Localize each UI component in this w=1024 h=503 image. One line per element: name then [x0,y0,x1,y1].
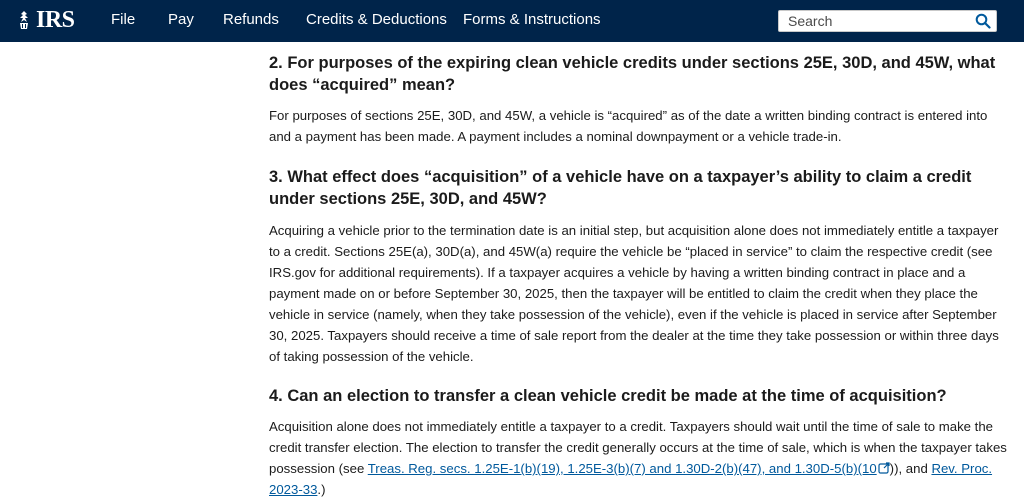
search-box [778,10,997,32]
search-icon[interactable] [975,13,991,29]
nav-credits-deductions[interactable]: Credits & Deductions [306,11,447,28]
nav-forms-instructions[interactable]: Forms & Instructions [463,11,601,28]
faq-question-2: 2. For purposes of the expiring clean vehicle credits under sections 25E, 30D, and 45W, what does “acquired” mean? [269,54,996,94]
external-link-icon [878,462,890,474]
nav-pay[interactable]: Pay [168,11,194,28]
header-bar [0,0,1024,42]
faq-answer-4 [269,416,1011,500]
faq-answer-4-text-mid: )), and [889,461,932,476]
search-input[interactable] [779,11,959,31]
rev-proc-link[interactable]: Rev. Proc. 2023-33 [269,461,993,497]
eagle-logo-icon [14,9,34,31]
treas-reg-link-text: Treas. Reg. secs. 1.25E-1(b)(19), 1.25E-3(b)(7) and 1.30D-2(b)(47), and 1.30D-5(b)(10 [367,461,877,476]
faq-answer-4-text-end: .) [317,482,326,497]
faq-answer-3: Acquiring a vehicle prior to the termination date is an initial step, but acquisition alone does not immediately entitle a taxpayer to a credit. Sections 25E(a), 30D(a), and 45W(a) require the vehicle be “placed in service” to claim the respective credit (see IRS.gov for additional requirements). If a taxpayer acquires a vehicle by having a written binding contract in place and a payment made on or before September 30, 2025, then the taxpayer will be entitled to claim the credit when they place the vehicle in service (namely, when they take possession of the vehicle), even if the vehicle is placed in service after September 30, 2025. Taxpayers should receive a time of sale report from the dealer at the time they take possession or within three days of taking possession of the vehicle. [269,223,999,364]
faq-question-3: 3. What effect does “acquisition” of a vehicle have on a taxpayer’s ability to claim a credit under sections 25E, 30D, and 45W? [269,168,972,208]
logo-text: IRS [36,7,75,33]
nav-refunds[interactable]: Refunds [223,11,279,28]
irs-logo[interactable] [14,7,75,33]
faq-question-4: 4. Can an election to transfer a clean vehicle credit be made at the time of acquisition? [269,387,947,405]
faq-answer-2: For purposes of sections 25E, 30D, and 45W, a vehicle is “acquired” as of the date a written binding contract is entered into and a payment has been made. A payment includes a nominal downpayment or a vehicle trade-in. [269,108,988,144]
faq-answer-4-text-start: Acquisition alone does not immediately entitle a taxpayer to a credit. Taxpayers should wait until the time of sale to make the credit transfer election. The election to transfer the credit generally occurs at the time of sale, which is when the taxpayer takes possession (see [269,419,1007,476]
treas-reg-link[interactable] [368,461,890,476]
nav-file[interactable]: File [111,11,136,28]
